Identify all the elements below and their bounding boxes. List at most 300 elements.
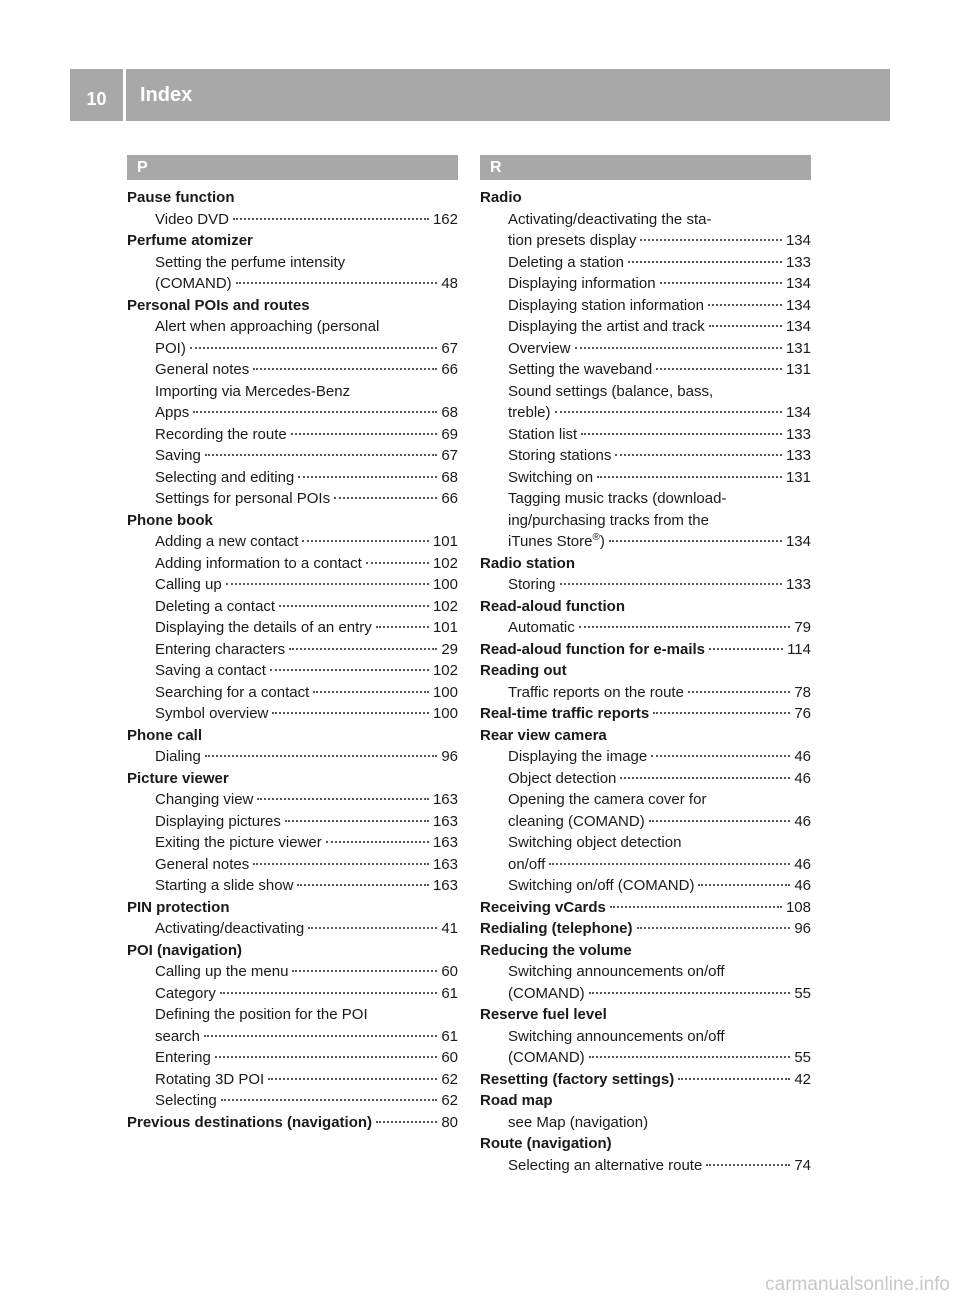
- entry-label: search: [155, 1027, 201, 1045]
- index-entry: [127, 596, 458, 618]
- entry-label: Calling up the menu: [155, 963, 289, 980]
- index-entry: [480, 811, 811, 833]
- entry-label: Storing: [508, 576, 556, 593]
- index-entry: [480, 1026, 811, 1048]
- page-reference: 100: [432, 576, 458, 593]
- dot-leader: [292, 970, 437, 972]
- entry-text: [155, 359, 249, 381]
- entry-label: Settings for personal POIs: [155, 490, 331, 507]
- entry-text: [155, 746, 201, 768]
- dot-leader: [279, 605, 429, 607]
- dot-leader: [326, 841, 429, 843]
- dot-leader: [376, 626, 429, 628]
- entry-label: Activating/deactivating the sta-: [508, 210, 712, 228]
- page-reference: 78: [794, 683, 811, 701]
- page-reference: 46: [794, 769, 811, 787]
- entry-label: Calling up: [155, 576, 222, 593]
- entry-text: [508, 1112, 648, 1134]
- entry-label: Starting a slide show: [155, 877, 294, 894]
- entry-text: [480, 703, 649, 725]
- index-entry: [480, 875, 811, 897]
- entry-label: Pause function: [127, 189, 235, 206]
- index-entry: [480, 983, 811, 1005]
- entry-text: [127, 295, 310, 317]
- entry-text: [127, 768, 229, 790]
- entry-label: Reducing the volume: [480, 941, 632, 959]
- entry-label: Importing via Mercedes-Benz: [155, 382, 351, 400]
- page-reference: 68: [441, 404, 458, 421]
- entry-label: Searching for a contact: [155, 683, 310, 701]
- index-entry: [127, 768, 458, 790]
- page-reference: 100: [432, 683, 458, 701]
- dot-leader: [220, 992, 437, 994]
- entry-label: Switching on: [508, 468, 594, 486]
- index-entry: [127, 1047, 458, 1069]
- entry-text: [155, 596, 275, 618]
- entry-label: Exiting the picture viewer: [155, 834, 322, 851]
- entry-text: [508, 381, 713, 403]
- index-entry: [127, 682, 458, 704]
- dot-leader: [285, 820, 429, 822]
- entry-label: Read-aloud function: [480, 597, 625, 615]
- entry-label: Opening the camera cover for: [508, 791, 707, 808]
- entry-text: [508, 875, 694, 897]
- page-reference: 55: [794, 984, 811, 1002]
- index-entry: [480, 467, 811, 489]
- entry-label: Activating/deactivating: [155, 920, 305, 937]
- page-reference: 48: [441, 275, 458, 292]
- dot-leader: [649, 820, 791, 822]
- entry-text: [508, 316, 705, 338]
- page-reference: 62: [441, 1070, 458, 1088]
- entry-label: Radio: [480, 189, 522, 206]
- entry-label: Entering characters: [155, 640, 286, 658]
- page-reference: 62: [441, 1092, 458, 1109]
- index-entry: [127, 639, 458, 661]
- page-reference: 163: [432, 877, 458, 894]
- entry-label: Saving: [155, 447, 201, 464]
- entry-label: Real-time traffic reports: [480, 705, 650, 722]
- entry-label: Personal POIs and routes: [127, 296, 310, 314]
- entry-text: [508, 445, 611, 467]
- dot-leader: [653, 712, 790, 714]
- dot-leader: [298, 476, 437, 478]
- entry-text: [508, 424, 577, 446]
- dot-leader: [575, 347, 782, 349]
- dot-leader: [656, 368, 782, 370]
- index-entry: [480, 682, 811, 704]
- page-reference: 66: [441, 490, 458, 507]
- entry-text: [155, 875, 293, 897]
- index-entry: [480, 316, 811, 338]
- index-entry: [127, 703, 458, 725]
- entry-text: [155, 918, 304, 940]
- page-reference: 134: [785, 296, 811, 314]
- dot-leader: [698, 884, 790, 886]
- entry-label: Picture viewer: [127, 769, 229, 787]
- entry-text: [127, 187, 235, 209]
- index-entry: [127, 1090, 458, 1112]
- index-entry: [127, 316, 458, 338]
- entry-text: [480, 1090, 553, 1112]
- index-entry: [127, 1112, 458, 1134]
- index-entry: [480, 596, 811, 618]
- index-entry: [127, 187, 458, 209]
- entry-text: [508, 983, 585, 1005]
- entry-label: Radio station: [480, 554, 576, 572]
- entry-text: [155, 660, 266, 682]
- index-entry-list: [480, 187, 811, 1176]
- entry-text: [480, 639, 705, 661]
- entry-text: [155, 832, 322, 854]
- entry-text: [155, 531, 298, 553]
- entry-text: [508, 1155, 702, 1177]
- entry-text: [155, 316, 379, 338]
- entry-text: [508, 811, 645, 833]
- entry-text: [508, 574, 556, 596]
- entry-text: [155, 1069, 264, 1091]
- index-entry: [480, 1155, 811, 1177]
- entry-text: [508, 230, 636, 252]
- index-entry: [480, 510, 811, 532]
- dot-leader: [709, 325, 782, 327]
- page-reference: 131: [785, 468, 811, 486]
- entry-label: Route (navigation): [480, 1135, 612, 1152]
- entry-label: Displaying pictures: [155, 812, 281, 830]
- entry-label: Resetting (factory settings): [480, 1070, 675, 1088]
- page-reference: 108: [785, 898, 811, 916]
- index-entry: [480, 789, 811, 811]
- entry-text: [127, 230, 253, 252]
- dot-leader: [637, 927, 791, 929]
- dot-leader: [193, 411, 437, 413]
- index-entry: [127, 230, 458, 252]
- index-entry: [480, 488, 811, 510]
- index-entry: [480, 703, 811, 725]
- index-entry: [127, 854, 458, 876]
- entry-label: Phone book: [127, 511, 213, 529]
- entry-label: Adding a new contact: [155, 533, 299, 550]
- entry-text: [155, 1090, 217, 1112]
- entry-label: Rotating 3D POI: [155, 1070, 265, 1088]
- entry-text: [508, 1047, 585, 1069]
- entry-label: Defining the position for the POI: [155, 1006, 368, 1023]
- page-reference: 68: [441, 468, 458, 486]
- page-reference: 96: [441, 748, 458, 765]
- index-entry: [480, 940, 811, 962]
- entry-text: [155, 983, 216, 1005]
- page-reference: 76: [794, 705, 811, 722]
- entry-text: [508, 854, 545, 876]
- page-reference: 46: [794, 855, 811, 873]
- entry-text: [155, 338, 186, 360]
- entry-label: Tagging music tracks (download-: [508, 490, 727, 507]
- entry-text: [155, 252, 345, 274]
- entry-label: General notes: [155, 361, 250, 378]
- entry-label: Selecting: [155, 1092, 217, 1109]
- entry-label: Category: [155, 984, 216, 1002]
- index-entry: [480, 1004, 811, 1026]
- index-entry: [127, 811, 458, 833]
- index-entry: [127, 1004, 458, 1026]
- page-reference: 101: [432, 533, 458, 550]
- page-reference: 46: [794, 812, 811, 830]
- entry-text: [508, 467, 593, 489]
- entry-text: [155, 1026, 200, 1048]
- dot-leader: [615, 454, 782, 456]
- entry-text: [480, 897, 606, 919]
- entry-text: [508, 617, 575, 639]
- dot-leader: [706, 1164, 790, 1166]
- page-reference: 163: [432, 834, 458, 851]
- entry-label: Setting the perfume intensity: [155, 253, 346, 271]
- dot-leader: [589, 992, 791, 994]
- entry-label: Saving a contact: [155, 662, 266, 679]
- index-entry: [480, 746, 811, 768]
- entry-text: [155, 682, 309, 704]
- watermark: carmanualsonline.info: [765, 1274, 950, 1295]
- entry-text: [480, 725, 607, 747]
- page-reference: 133: [785, 425, 811, 443]
- entry-label: Switching announcements on/off: [508, 1027, 725, 1045]
- entry-label: Perfume atomizer: [127, 232, 253, 249]
- page-reference: 80: [441, 1113, 458, 1131]
- dot-leader: [291, 433, 438, 435]
- entry-text: [480, 553, 575, 575]
- entry-label: Reading out: [480, 662, 567, 679]
- index-entry: [127, 789, 458, 811]
- dot-leader: [609, 540, 782, 542]
- entry-label: Changing view: [155, 791, 254, 808]
- entry-label: Entering: [155, 1049, 211, 1066]
- index-entry: [127, 918, 458, 940]
- entry-text: [127, 940, 242, 962]
- entry-text: [155, 789, 253, 811]
- dot-leader: [204, 1035, 437, 1037]
- entry-label: Sound settings (balance, bass,: [508, 382, 714, 400]
- entry-label: iTunes Store: [508, 533, 593, 550]
- entry-text: [127, 1112, 372, 1134]
- index-entry: [127, 940, 458, 962]
- entry-text: [155, 617, 372, 639]
- dot-leader: [297, 884, 429, 886]
- dot-leader: [688, 691, 790, 693]
- entry-label: Video DVD: [155, 210, 229, 228]
- page-reference: 133: [785, 447, 811, 464]
- entry-label: Deleting a station: [508, 253, 624, 271]
- entry-label: Switching on/off (COMAND): [508, 877, 695, 894]
- page-reference: 134: [785, 318, 811, 335]
- entry-text: [508, 1026, 725, 1048]
- index-entry: [480, 338, 811, 360]
- entry-text: [480, 918, 633, 940]
- page-reference: 67: [441, 447, 458, 464]
- index-entry: [127, 1026, 458, 1048]
- entry-text: [480, 187, 522, 209]
- entry-label: ing/purchasing tracks from the: [508, 511, 709, 529]
- page-reference: 114: [787, 640, 811, 658]
- index-entry: [480, 553, 811, 575]
- index-entry: [480, 1133, 811, 1155]
- index-entry: [480, 295, 811, 317]
- dot-leader: [334, 497, 437, 499]
- entry-label: (COMAND): [508, 1049, 585, 1066]
- page-reference: 79: [794, 619, 811, 636]
- index-entry: [480, 897, 811, 919]
- dot-leader: [253, 863, 429, 865]
- page-reference: 133: [785, 576, 811, 593]
- dot-leader: [555, 411, 782, 413]
- entry-text: [480, 940, 632, 962]
- index-entry: [127, 252, 458, 274]
- entry-label: Storing stations: [508, 447, 612, 464]
- page-reference: 69: [441, 425, 458, 443]
- index-entry: [127, 273, 458, 295]
- dot-leader: [589, 1056, 791, 1058]
- index-entry: [480, 768, 811, 790]
- entry-text: [127, 897, 230, 919]
- entry-label: (COMAND): [508, 984, 585, 1002]
- entry-label: POI): [155, 339, 186, 357]
- entry-text: [508, 531, 605, 553]
- index-column-right: [480, 155, 811, 1176]
- entry-label: Apps: [155, 404, 190, 421]
- entry-label: Redialing (telephone): [480, 920, 633, 937]
- index-entry: [127, 445, 458, 467]
- entry-text: [155, 273, 232, 295]
- index-entry: [480, 918, 811, 940]
- entry-label: Setting the waveband: [508, 361, 653, 378]
- index-entry: [127, 553, 458, 575]
- index-entry-list: [127, 187, 458, 1133]
- entry-text: [155, 1004, 368, 1026]
- entry-text: [508, 338, 571, 360]
- page-reference: 133: [785, 253, 811, 271]
- page-reference: 163: [432, 855, 458, 873]
- entry-text: [155, 209, 229, 231]
- entry-label: Selecting and editing: [155, 468, 295, 486]
- entry-label: Receiving vCards: [480, 898, 606, 916]
- index-entry: [480, 832, 811, 854]
- page-reference: 42: [794, 1070, 811, 1088]
- index-entry: [127, 832, 458, 854]
- entry-label: Displaying the image: [508, 748, 648, 765]
- dot-leader: [226, 583, 429, 585]
- index-entry: [480, 854, 811, 876]
- page-header: [70, 69, 890, 121]
- entry-label: Object detection: [508, 769, 617, 787]
- page-reference: 66: [441, 361, 458, 378]
- page-reference: 162: [432, 210, 458, 228]
- page-title: Index: [140, 84, 193, 106]
- index-entry: [480, 639, 811, 661]
- dot-leader: [190, 347, 437, 349]
- index-entry: [480, 1112, 811, 1134]
- page-reference: 100: [432, 705, 458, 722]
- page-reference: 131: [785, 339, 811, 357]
- dot-leader: [308, 927, 437, 929]
- index-entry: [127, 725, 458, 747]
- page-reference: 61: [441, 984, 458, 1002]
- entry-label: on/off: [508, 855, 546, 873]
- entry-label: Station list: [508, 425, 578, 443]
- entry-text: [480, 596, 625, 618]
- dot-leader: [597, 476, 782, 478]
- index-entry: [127, 295, 458, 317]
- index-entry: [127, 402, 458, 424]
- index-entry: [480, 209, 811, 231]
- entry-label: cleaning (COMAND): [508, 812, 645, 830]
- entry-text: [155, 703, 268, 725]
- index-entry: [480, 445, 811, 467]
- index-entry: [127, 617, 458, 639]
- entry-text: [508, 359, 652, 381]
- dot-leader: [581, 433, 782, 435]
- entry-label: Dialing: [155, 748, 201, 765]
- entry-label: POI (navigation): [127, 941, 243, 959]
- page-reference: 55: [794, 1049, 811, 1066]
- dot-leader: [272, 712, 429, 714]
- page-number: 10: [70, 69, 126, 121]
- index-entry: [127, 531, 458, 553]
- index-entry: [127, 359, 458, 381]
- index-entry: [480, 424, 811, 446]
- entry-text: [155, 574, 222, 596]
- dot-leader: [253, 368, 437, 370]
- entry-text: [155, 488, 330, 510]
- index-entry: [480, 531, 811, 553]
- entry-label: treble): [508, 404, 551, 421]
- dot-leader: [366, 562, 429, 564]
- index-entry: [480, 574, 811, 596]
- entry-text: [508, 252, 624, 274]
- dot-leader: [560, 583, 782, 585]
- entry-text: [155, 467, 294, 489]
- index-entry: [127, 574, 458, 596]
- dot-leader: [376, 1121, 437, 1123]
- registered-mark: ®: [592, 532, 600, 543]
- entry-text: [480, 1004, 607, 1026]
- index-entry: [480, 252, 811, 274]
- entry-label: Adding information to a contact: [155, 554, 362, 572]
- entry-label: Displaying station information: [508, 296, 704, 314]
- entry-text: [508, 488, 726, 510]
- entry-text: [155, 381, 350, 403]
- dot-leader: [215, 1056, 437, 1058]
- page-reference: 46: [794, 748, 811, 765]
- dot-leader: [708, 304, 782, 306]
- dot-leader: [678, 1078, 790, 1080]
- page-reference: 101: [432, 619, 458, 636]
- entry-text: [508, 273, 656, 295]
- page-reference: 46: [794, 877, 811, 894]
- dot-leader: [549, 863, 790, 865]
- page-reference: 131: [785, 361, 811, 378]
- index-entry: [127, 209, 458, 231]
- page-reference: 60: [441, 1049, 458, 1066]
- entry-text: [508, 682, 684, 704]
- entry-label: Road map: [480, 1092, 553, 1109]
- dot-leader: [205, 755, 437, 757]
- dot-leader: [270, 669, 429, 671]
- entry-text: [508, 789, 706, 811]
- page-reference: 102: [432, 662, 458, 679]
- dot-leader: [302, 540, 429, 542]
- entry-text: [155, 854, 249, 876]
- dot-leader: [313, 691, 429, 693]
- entry-text: [155, 553, 362, 575]
- entry-text: [155, 402, 189, 424]
